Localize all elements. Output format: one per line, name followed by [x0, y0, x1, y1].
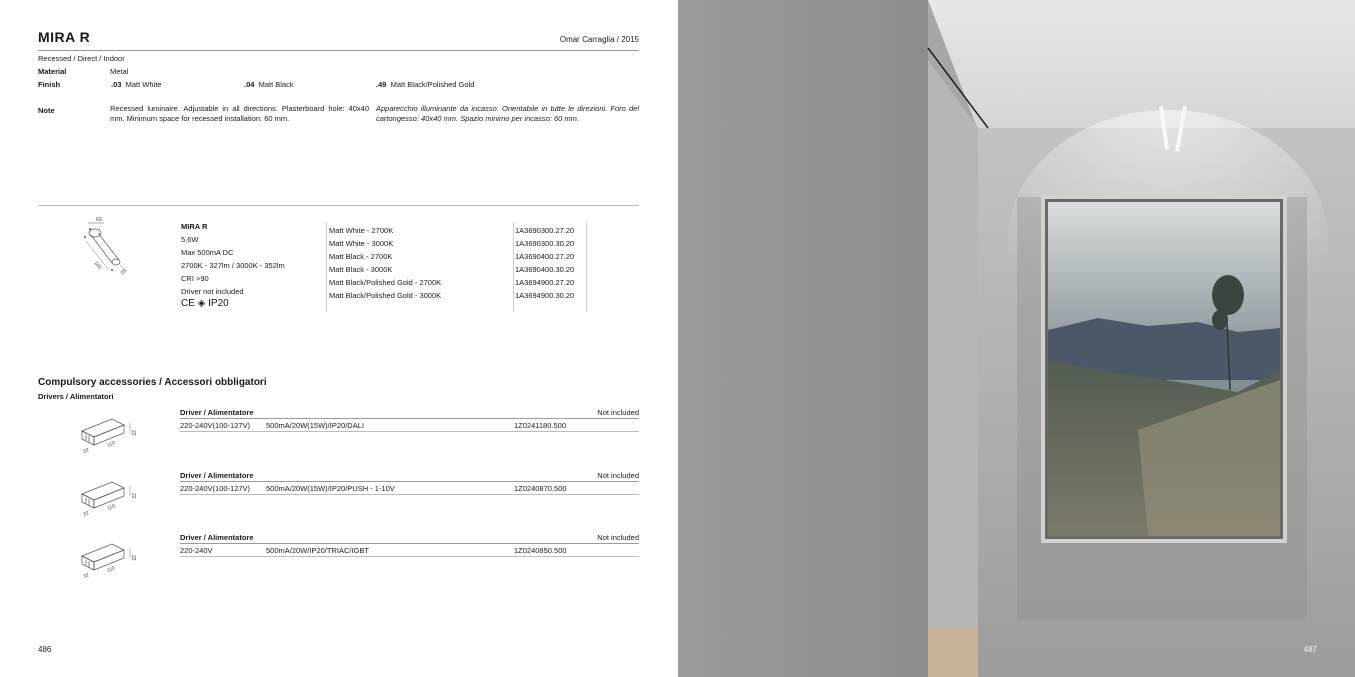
finish-code: .03 [111, 80, 122, 89]
product-cri: CRI >90 [181, 274, 209, 283]
driver-status: Not included [597, 408, 639, 417]
variant-row [327, 237, 588, 250]
driver-spec: 500mA/20W/IP20/TRIAC/IGBT [266, 546, 369, 555]
driver-voltage: 220-240V(100-127V) [180, 484, 251, 493]
product-power: 5,6W [181, 235, 199, 244]
variant-label: Matt White - 2700K [329, 226, 394, 235]
variants-table [326, 222, 587, 312]
driver-dim-width: 32 [82, 572, 90, 580]
driver-dim-width: 32 [82, 447, 90, 455]
driver-line [180, 494, 639, 495]
driver-drawing [78, 476, 138, 518]
driver-line [180, 543, 639, 544]
variant-code: 1A3690300.30.20 [515, 239, 575, 248]
variant-row [327, 289, 588, 302]
variant-code: 1A3694900.30.20 [515, 291, 575, 300]
finish-option-matt-white [111, 80, 161, 89]
driver-dim-length: 110 [106, 503, 117, 512]
variant-code: 1A3694900.27.20 [515, 278, 575, 287]
driver-dim-length: 110 [106, 565, 117, 574]
material-label: Material [38, 67, 67, 76]
driver-voltage: 220-240V [180, 546, 213, 555]
finish-name: Matt White [125, 80, 162, 89]
right-page-photo [678, 0, 1355, 677]
luminaire-drawing [82, 215, 142, 283]
driver-line [180, 556, 639, 557]
product-driver-note: Driver not included [181, 287, 244, 296]
product-title: MIRA R [38, 29, 91, 45]
driver-dim-height: 22 [130, 430, 136, 436]
variant-code: 1A3690400.27.20 [515, 252, 575, 261]
driver-drawing [78, 538, 138, 580]
variant-label: Matt Black - 2700K [329, 252, 393, 261]
gallery-photo [678, 0, 1355, 677]
dim-length: 165 [92, 260, 103, 271]
driver-line [180, 431, 639, 432]
finish-name: Matt Black/Polished Gold [390, 80, 475, 89]
driver-dim-width: 32 [82, 510, 90, 518]
driver-status: Not included [597, 533, 639, 542]
variant-row [327, 250, 588, 263]
dim-diameter: 20 [119, 268, 128, 277]
product-current: Max 500mA DC [181, 248, 234, 257]
dim-top: 63 [96, 217, 102, 223]
driver-block [38, 471, 639, 531]
driver-dim-height: 22 [130, 555, 136, 561]
finish-code: .04 [244, 80, 255, 89]
title-divider [38, 50, 639, 51]
section-divider [38, 205, 639, 206]
driver-line [180, 418, 639, 419]
finish-option-black-gold [376, 80, 474, 89]
driver-code: 1Z0241180.500 [514, 421, 566, 430]
driver-dim-height: 22 [130, 493, 136, 499]
note-italian: Apparecchio illuminante da incasso. Orientabile in tutte le direzioni. Foro del cartongesso: 40x40 mm. Spazio minimo per incasso: 60 mm. [376, 104, 639, 123]
finish-option-matt-black [244, 80, 294, 89]
accessories-title: Compulsory accessories / Accessori obbligatori [38, 377, 267, 388]
certification-marks: CE ◈ IP20 [181, 298, 229, 309]
driver-line [180, 481, 639, 482]
driver-spec: 500mA/20W(15W)/IP20/PUSH - 1-10V [266, 484, 395, 493]
product-name: MIRA R [181, 222, 208, 231]
product-category: Recessed / Direct / Indoor [38, 54, 125, 63]
designer-credit: Omar Carraglia / 2015 [559, 35, 639, 44]
variant-code: 1A3690300.27.20 [515, 226, 575, 235]
driver-block [38, 533, 639, 593]
finish-label: Finish [38, 80, 61, 89]
driver-code: 1Z0240850.500 [514, 546, 567, 555]
variant-row [327, 263, 588, 276]
driver-voltage: 220-240V(100-127V) [180, 421, 251, 430]
variant-code: 1A3690400.30.20 [515, 265, 575, 274]
note-english: Recessed luminaire. Adjustable in all directions. Plasterboard hole: 40x40 mm. Minimum space for recessed installation: 60 mm. [110, 104, 369, 123]
driver-heading: Driver / Alimentatore [180, 408, 254, 417]
driver-code: 1Z0240870.500 [514, 484, 567, 493]
variant-label: Matt White - 3000K [329, 239, 394, 248]
variant-row [327, 276, 588, 289]
variant-label: Matt Black/Polished Gold - 3000K [329, 291, 442, 300]
finish-name: Matt Black [258, 80, 294, 89]
driver-dim-length: 110 [106, 440, 117, 449]
driver-heading: Driver / Alimentatore [180, 533, 254, 542]
material-value: Metal [110, 67, 129, 76]
variant-label: Matt Black - 3000K [329, 265, 393, 274]
driver-status: Not included [597, 471, 639, 480]
variant-label: Matt Black/Polished Gold - 2700K [329, 278, 442, 287]
page-number-left: 486 [38, 645, 52, 654]
driver-block [38, 408, 639, 468]
variant-row [327, 224, 588, 237]
finish-code: .49 [376, 80, 387, 89]
page-number-right: 487 [1303, 645, 1317, 654]
driver-heading: Driver / Alimentatore [180, 471, 254, 480]
accessories-subtitle: Drivers / Alimentatori [38, 392, 114, 401]
product-lumen: 2700K - 327lm / 3000K - 352lm [181, 261, 285, 270]
note-label: Note [38, 106, 55, 115]
driver-drawing [78, 413, 138, 455]
driver-spec: 500mA/20W(15W)/IP20/DALI [266, 421, 364, 430]
